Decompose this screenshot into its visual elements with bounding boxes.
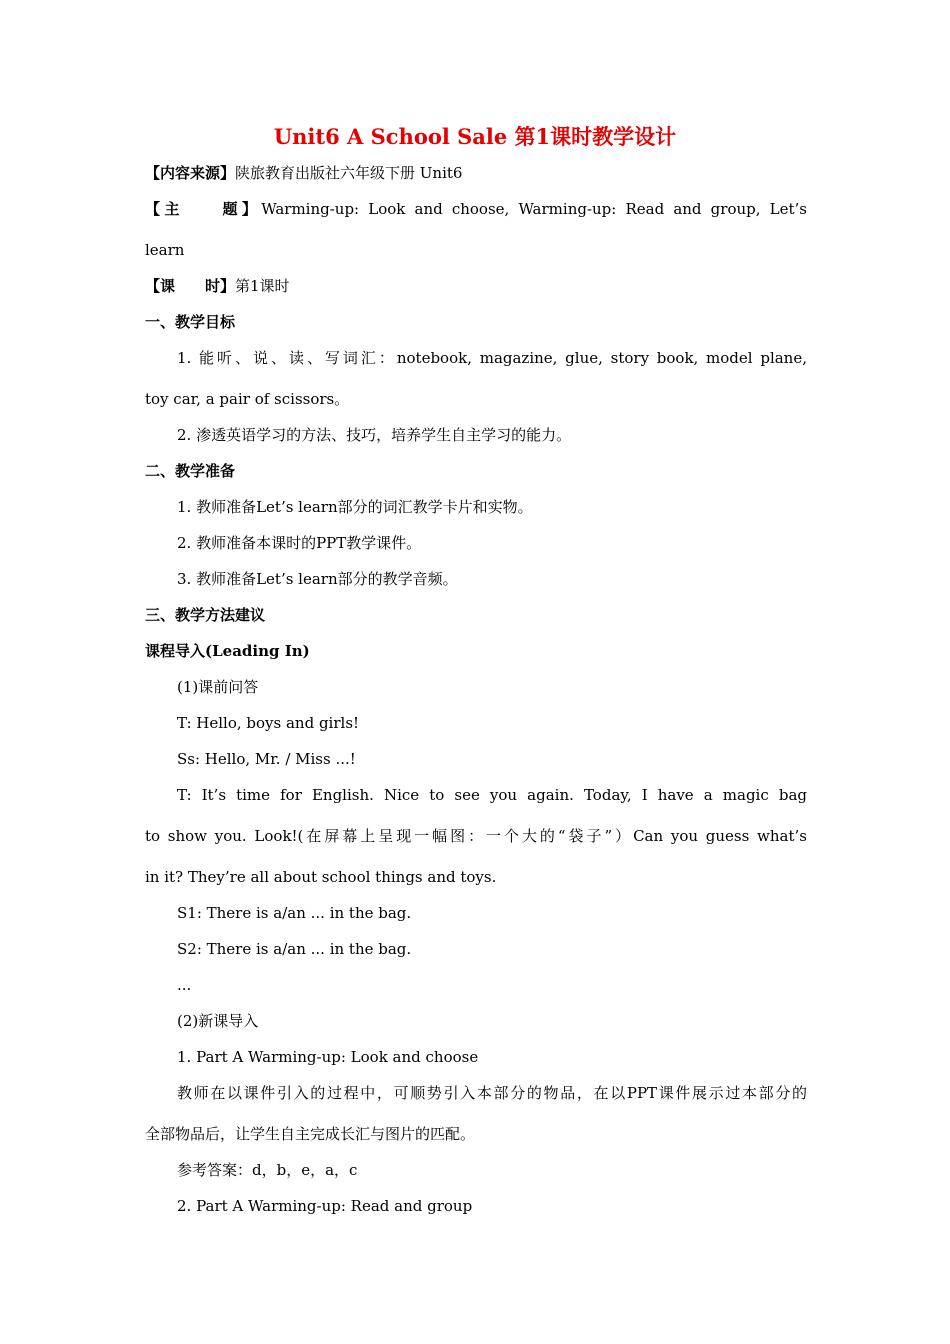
source-label: 【内容来源】 — [145, 164, 236, 182]
objective-item-1-cont: toy car, a pair of scissors。 — [145, 390, 350, 408]
objective-item-2: 2. 渗透英语学习的方法、技巧，培养学生自主学习的能力。 — [177, 426, 572, 444]
part1-heading: (1)课前问答 — [177, 678, 259, 696]
preparation-item-1: 1. 教师准备Let’s learn部分的词汇教学卡片和实物。 — [177, 498, 533, 516]
dialogue-line-3-cont-1: to show you. Look!(在屏幕上呈现一幅图：一个大的“袋子”）Can you guess what’s — [145, 827, 807, 845]
topic-label: 【主 题】 — [145, 200, 262, 218]
leading-in-heading: 课程导入(Leading In) — [145, 642, 310, 660]
section-heading-preparation: 二、教学准备 — [145, 462, 236, 480]
topic-line-cont: learn — [145, 241, 185, 259]
preparation-item-3: 3. 教师准备Let’s learn部分的教学音频。 — [177, 570, 458, 588]
section-heading-objectives: 一、教学目标 — [145, 313, 236, 331]
section-heading-methods: 三、教学方法建议 — [145, 606, 266, 624]
answer-line: 参考答案：d，b，e，a，c — [177, 1161, 358, 1179]
topic-line — [145, 199, 807, 219]
document-title: Unit6 A School Sale 第1课时教学设计 — [273, 124, 677, 149]
preparation-item-2: 2. 教师准备本课时的PPT教学课件。 — [177, 534, 422, 552]
dialogue-line-3: T: It’s time for English. Nice to see you again. Today, I have a magic bag — [177, 786, 807, 804]
part2-item-1: 1. Part A Warming-up: Look and choose — [177, 1048, 479, 1066]
period-value: 第1课时 — [235, 277, 290, 295]
source-line — [145, 163, 807, 183]
period-label: 【课 时】 — [145, 277, 236, 295]
dialogue-ellipsis: ... — [177, 976, 192, 994]
part2-text: 教师在以课件引入的过程中，可顺势引入本部分的物品，在以PPT课件展示过本部分的 — [177, 1084, 807, 1102]
part2-text-cont: 全部物品后，让学生自主完成长汇与图片的匹配。 — [145, 1125, 476, 1143]
dialogue-line-5: S2: There is a/an ... in the bag. — [177, 940, 412, 958]
part2-heading: (2)新课导入 — [177, 1012, 259, 1030]
source-value: 陕旅教育出版社六年级下册 Unit6 — [235, 164, 463, 182]
dialogue-line-1: T: Hello, boys and girls! — [177, 714, 360, 732]
period-line — [145, 276, 807, 296]
part2-item-2: 2. Part A Warming-up: Read and group — [177, 1197, 473, 1215]
objective-item-1: 1. 能听、说、读、写词汇：notebook, magazine, glue, story book, model plane, — [177, 349, 807, 367]
dialogue-line-3-cont-2: in it? They’re all about school things and toys. — [145, 868, 497, 886]
dialogue-line-4: S1: There is a/an ... in the bag. — [177, 904, 412, 922]
dialogue-line-2: Ss: Hello, Mr. / Miss ...! — [177, 750, 356, 768]
topic-value: Warming-up: Look and choose, Warming-up: Read and group, Let’s — [261, 200, 807, 218]
